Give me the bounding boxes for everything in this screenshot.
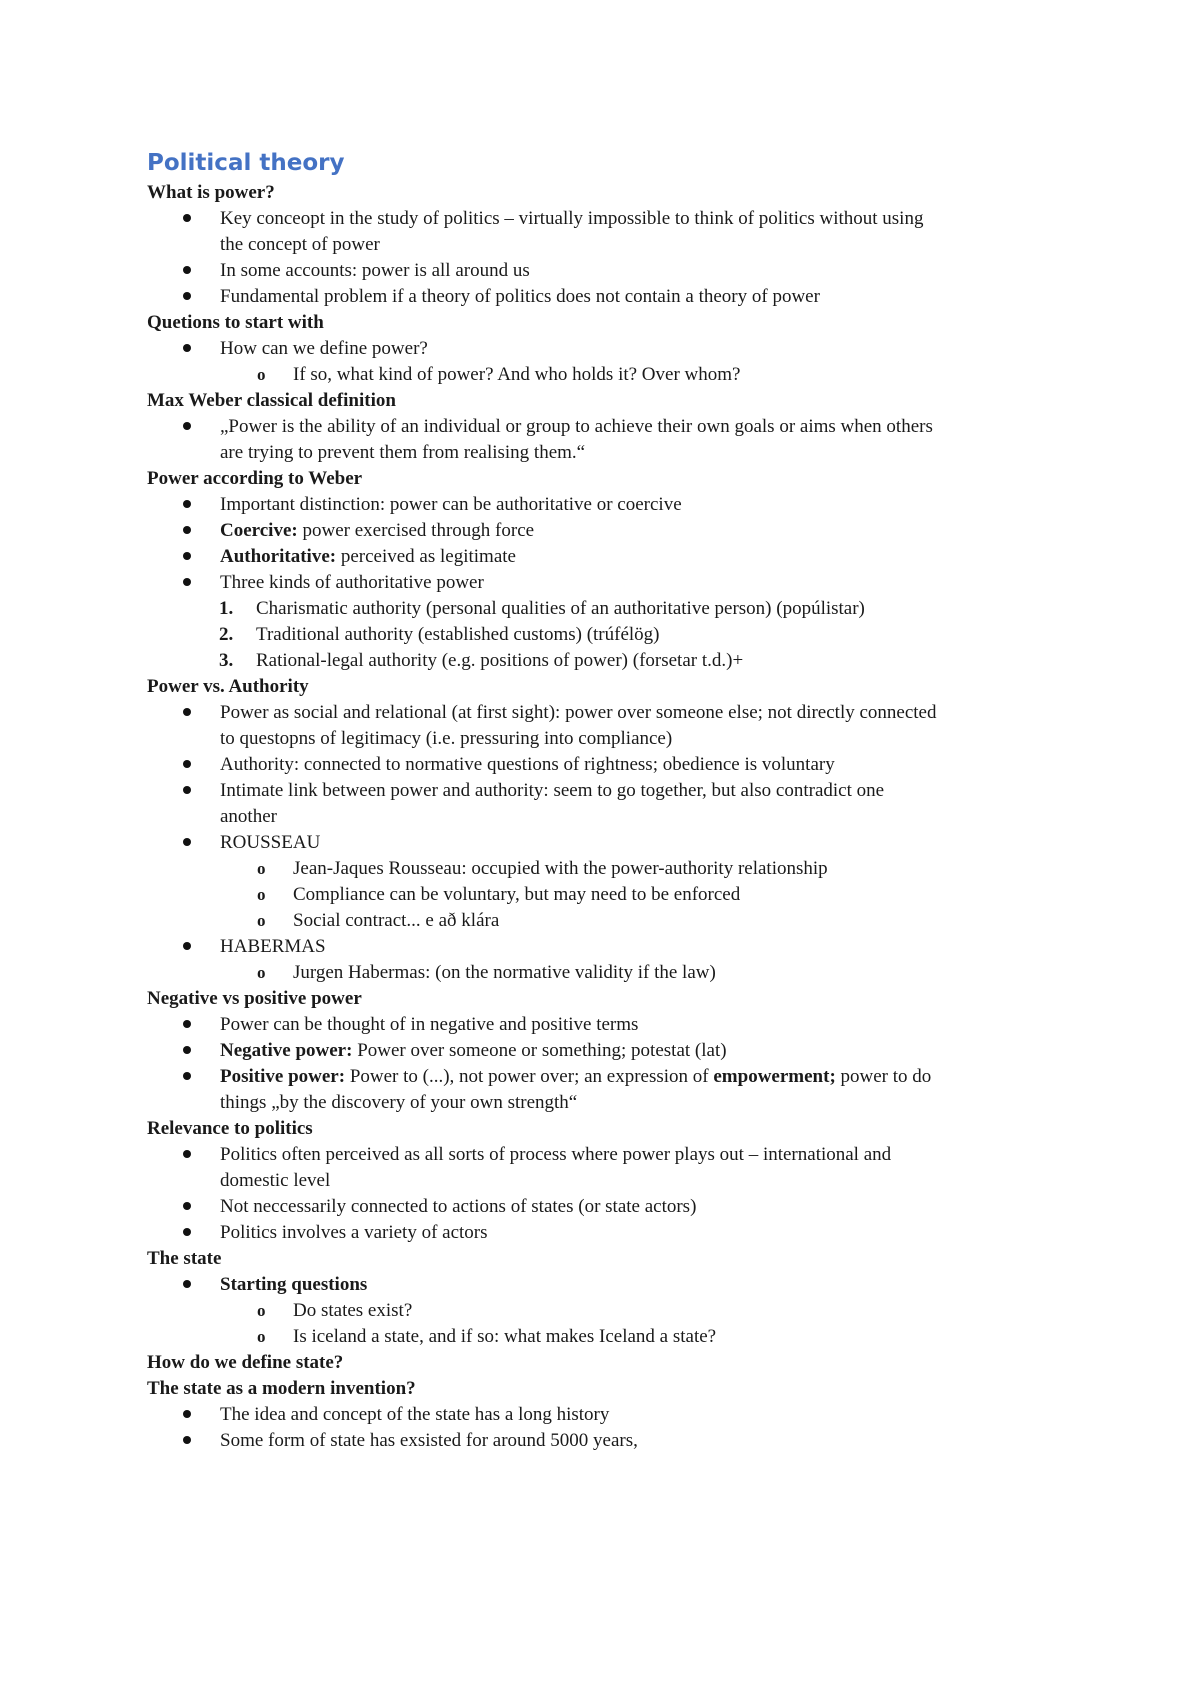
bullet-item: Power as social and relational (at first sight): power over someone else; not directly connected <box>147 700 1067 726</box>
sub-bullet-icon: o <box>257 885 266 904</box>
bullet-item: Negative power: Power over someone or something; potestat (lat) <box>147 1038 1067 1064</box>
bullet-item: Some form of state has exsisted for around 5000 years, <box>147 1428 1067 1454</box>
bullet-continuation: another <box>220 806 277 827</box>
bullet-item: Starting questions <box>147 1272 1067 1298</box>
bullet-icon <box>183 934 191 960</box>
section-heading: Negative vs positive power <box>147 988 362 1009</box>
bullet-icon <box>183 1194 191 1220</box>
bullet-item: „Power is the ability of an individual or group to achieve their own goals or aims when others <box>147 414 1067 440</box>
bullet-icon <box>183 258 191 284</box>
bullet-icon <box>183 518 191 544</box>
sub-bullet-item: o Compliance can be voluntary, but may need to be enforced <box>147 882 1067 908</box>
bullet-item: Power can be thought of in negative and positive terms <box>147 1012 1067 1038</box>
numbered-item: 3. Rational-legal authority (e.g. positions of power) (forsetar t.d.)+ <box>147 648 1067 674</box>
sub-bullet-icon: o <box>257 963 266 982</box>
bullet-icon <box>183 206 191 232</box>
bullet-icon <box>183 570 191 596</box>
section-heading: The state <box>147 1248 222 1269</box>
bullet-icon <box>183 1402 191 1428</box>
bullet-icon <box>183 778 191 804</box>
section-heading: The state as a modern invention? <box>147 1378 416 1399</box>
section-heading: Power vs. Authority <box>147 676 309 697</box>
document-body <box>147 146 1067 1454</box>
bullet-item: Not neccessarily connected to actions of states (or state actors) <box>147 1194 1067 1220</box>
list-number: 3. <box>219 650 234 671</box>
bullet-item: Positive power: Power to (...), not power over; an expression of empowerment; power to do <box>147 1064 1067 1090</box>
bullet-item: HABERMAS <box>147 934 1067 960</box>
bullet-icon <box>183 1012 191 1038</box>
bullet-icon <box>183 830 191 856</box>
bullet-item: In some accounts: power is all around us <box>147 258 1067 284</box>
sub-bullet-item: o If so, what kind of power? And who holds it? Over whom? <box>147 362 1067 388</box>
sub-bullet-item: o Is iceland a state, and if so: what makes Iceland a state? <box>147 1324 1067 1350</box>
sub-bullet-item: o Jurgen Habermas: (on the normative validity if the law) <box>147 960 1067 986</box>
bullet-continuation: are trying to prevent them from realising them.“ <box>220 442 586 463</box>
bullet-item: Politics involves a variety of actors <box>147 1220 1067 1246</box>
list-number: 1. <box>219 598 234 619</box>
bullet-icon <box>183 700 191 726</box>
list-number: 2. <box>219 624 234 645</box>
bullet-icon <box>183 284 191 310</box>
bullet-item: The idea and concept of the state has a long history <box>147 1402 1067 1428</box>
bullet-continuation: to questopns of legitimacy (i.e. pressuring into compliance) <box>220 728 673 749</box>
sub-bullet-icon: o <box>257 911 266 930</box>
sub-bullet-item: o Jean-Jaques Rousseau: occupied with the power-authority relationship <box>147 856 1067 882</box>
bullet-icon <box>183 1064 191 1090</box>
numbered-item: 1. Charismatic authority (personal qualities of an authoritative person) (popúlistar) <box>147 596 1067 622</box>
bullet-item: Coercive: power exercised through force <box>147 518 1067 544</box>
bullet-icon <box>183 1220 191 1246</box>
bullet-icon <box>183 752 191 778</box>
bullet-icon <box>183 336 191 362</box>
bullet-icon <box>183 544 191 570</box>
bullet-item: Politics often perceived as all sorts of process where power plays out – international and <box>147 1142 1067 1168</box>
sub-bullet-icon: o <box>257 365 266 384</box>
bullet-continuation: the concept of power <box>220 234 380 255</box>
sub-bullet-item: o Do states exist? <box>147 1298 1067 1324</box>
bullet-continuation: things „by the discovery of your own strength“ <box>220 1092 578 1113</box>
numbered-item: 2. Traditional authority (established customs) (trúfélög) <box>147 622 1067 648</box>
bullet-item: Authoritative: perceived as legitimate <box>147 544 1067 570</box>
bullet-item: Authority: connected to normative questions of rightness; obedience is voluntary <box>147 752 1067 778</box>
section-heading: What is power? <box>147 182 275 203</box>
sub-bullet-item: o Social contract... e að klára <box>147 908 1067 934</box>
bullet-continuation: domestic level <box>220 1170 331 1191</box>
bullet-item: Intimate link between power and authority: seem to go together, but also contradict one <box>147 778 1067 804</box>
bullet-icon <box>183 1038 191 1064</box>
section-heading: Relevance to politics <box>147 1118 313 1139</box>
bullet-item: How can we define power? <box>147 336 1067 362</box>
document-title: Political theory <box>147 150 345 176</box>
bullet-icon <box>183 414 191 440</box>
section-heading: Max Weber classical definition <box>147 390 396 411</box>
bullet-item: Important distinction: power can be authoritative or coercive <box>147 492 1067 518</box>
section-heading: How do we define state? <box>147 1352 344 1373</box>
bullet-icon <box>183 1272 191 1298</box>
sub-bullet-icon: o <box>257 1327 266 1346</box>
bullet-icon <box>183 1428 191 1454</box>
section-heading: Quetions to start with <box>147 312 324 333</box>
section-heading: Power according to Weber <box>147 468 363 489</box>
sub-bullet-icon: o <box>257 1301 266 1320</box>
bullet-item: ROUSSEAU <box>147 830 1067 856</box>
bullet-icon <box>183 1142 191 1168</box>
bullet-item: Key conceopt in the study of politics – virtually impossible to think of politics without using <box>147 206 1067 232</box>
bullet-item: Three kinds of authoritative power <box>147 570 1067 596</box>
sub-bullet-icon: o <box>257 859 266 878</box>
bullet-item: Fundamental problem if a theory of politics does not contain a theory of power <box>147 284 1067 310</box>
bullet-icon <box>183 492 191 518</box>
